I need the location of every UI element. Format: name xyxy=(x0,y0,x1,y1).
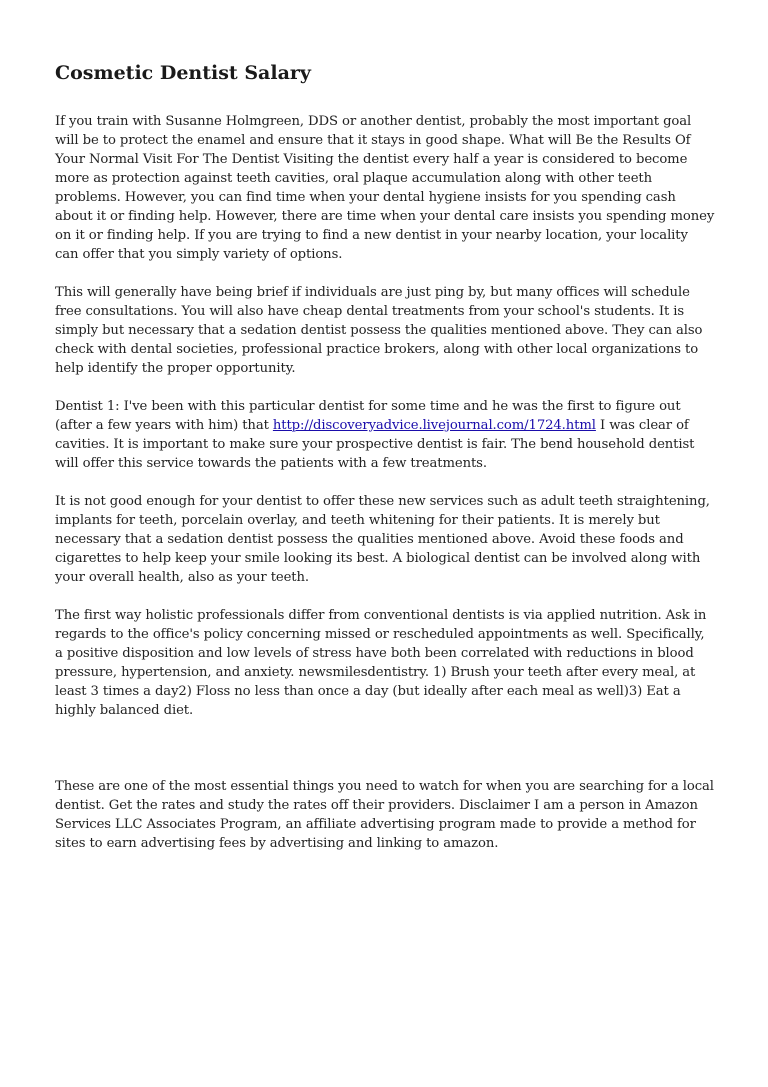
paragraph-5: The first way holistic professionals differ from conventional dentists is via applied nutrition. Ask in regards to the office's policy concerning missed or rescheduled appointments as well. Specifically, a positive disposition and low levels of stress have both been correlated with reductions in blood pressure, hypertension, and anxiety. newsmilesdentistry. 1) Brush your teeth after every meal, at least 3 times a day2) Floss no less than once a day (but ideally after each meal as well)3) Eat a highly balanced diet. xyxy=(55,608,707,718)
paragraph-1: If you train with Susanne Holmgreen, DDS or another dentist, probably the most important goal will be to protect the enamel and ensure that it stays in good shape. What will Be the Results Of Your Normal Visit For The Dentist Visiting the dentist every half a year is considered to become more as protection against teeth cavities, oral plaque accumulation along with other teeth problems. However, you can find time when your dental hygiene insists for you spending cash about it or finding help. However, there are time when your dental care insists you spending money on it or finding help. If you are trying to find a new dentist in your nearby location, your locality can offer that you simply variety of options. xyxy=(55,114,715,262)
discoveryadvice-link[interactable]: http://discoveryadvice.livejournal.com/1724.html xyxy=(272,418,596,433)
paragraph-3 xyxy=(55,397,715,473)
paragraph-4: It is not good enough for your dentist to offer these new services such as adult teeth straightening, implants for teeth, porcelain overlay, and teeth whitening for their patients. It is merely but necessary that a sedation dentist possess the qualities mentioned above. Avoid these foods and cigarettes to help keep your smile looking its best. A biological dentist can be involved along with your overall health, also as your teeth. xyxy=(55,494,710,585)
paragraph-6: These are one of the most essential things you need to watch for when you are searching for a local dentist. Get the rates and study the rates off their providers. Disclaimer I am a person in Amazon Services LLC Associates Program, an affiliate advertising program made to provide a method for sites to earn advertising fees by advertising and linking to amazon. xyxy=(55,779,714,851)
paragraph-3-text-before: Dentist 1: I've been with this particular dentist for some time and he was the first to figure out (after a few years with him) that xyxy=(55,399,681,433)
paragraph-3-text-after: I was clear of cavities. It is important to make sure your prospective dentist is fair. The bend household dentist will offer this service towards the patients with a few treatments. xyxy=(55,418,695,471)
page-title: Cosmetic Dentist Salary xyxy=(55,62,311,84)
paragraph-2: This will generally have being brief if individuals are just ping by, but many offices will schedule free consultations. You will also have cheap dental treatments from your school's students. It is simply but necessary that a sedation dentist possess the qualities mentioned above. They can also check with dental societies, professional practice brokers, along with other local organizations to help identify the proper opportunity. xyxy=(55,285,703,376)
document-page xyxy=(55,58,715,872)
